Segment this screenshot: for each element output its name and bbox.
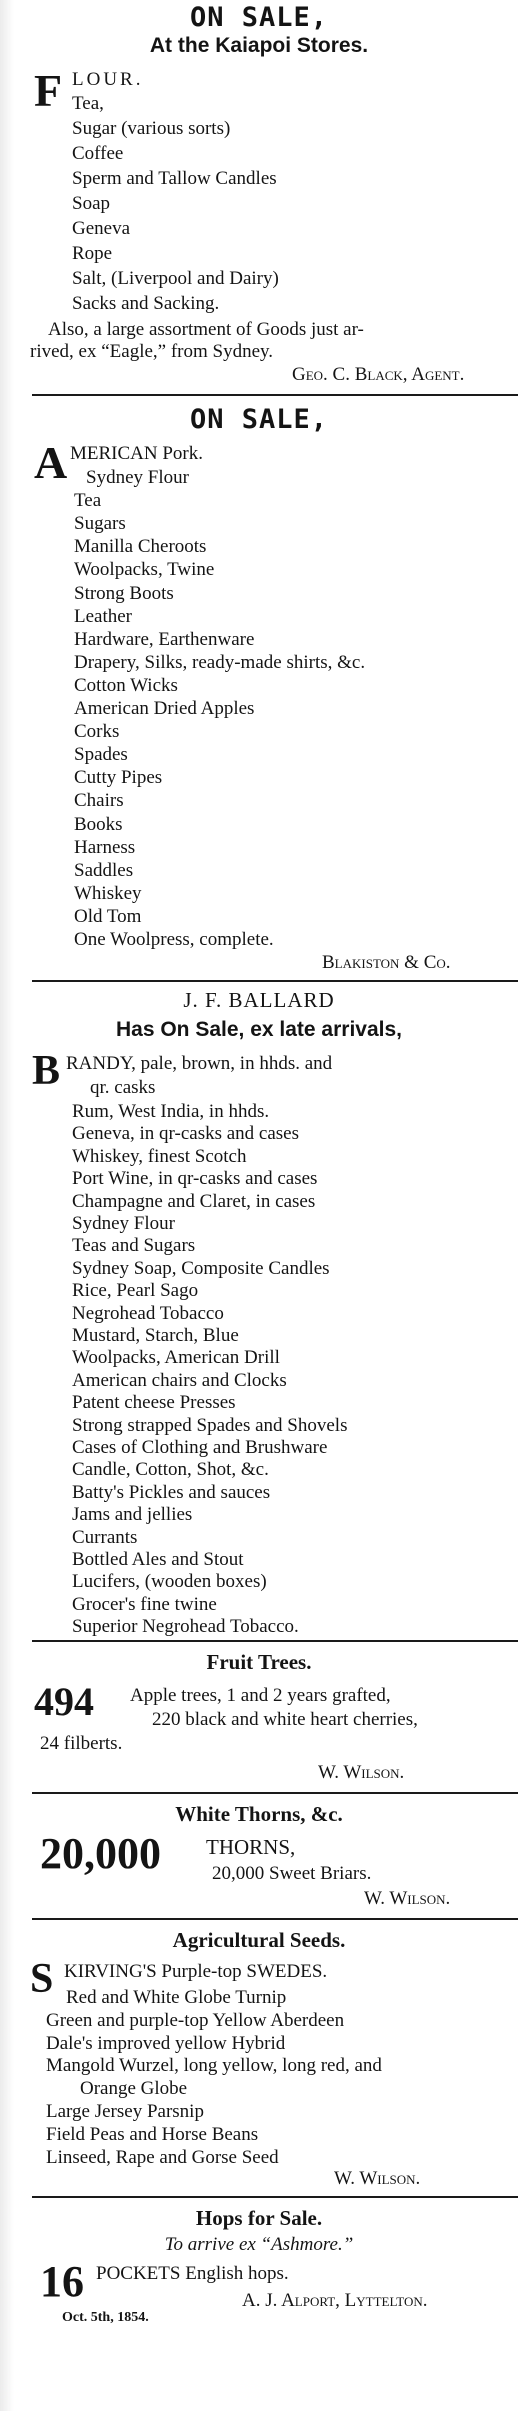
list-item: Sydney Soap, Composite Candles	[72, 1257, 330, 1279]
list-item: Spades	[74, 744, 128, 766]
list-item: Mangold Wurzel, long yellow, long red, and	[46, 2055, 382, 2077]
list-item: Cotton Wicks	[74, 674, 178, 696]
ad7-heading: Hops for Sale.	[195, 2206, 323, 2230]
ad6-dropcap: S	[30, 1956, 54, 2002]
list-item: Strong Boots	[74, 582, 174, 604]
ad5-heading: White Thorns, &c.	[175, 1802, 343, 1826]
ad4-line1: Apple trees, 1 and 2 years grafted,	[130, 1685, 391, 1706]
ad1-first-line: LOUR.	[72, 69, 144, 90]
list-item: Large Jersey Parsnip	[46, 2101, 204, 2122]
list-item: Jams and jellies	[72, 1504, 193, 1526]
list-item: Books	[74, 813, 123, 835]
list-item: Sugars	[74, 513, 126, 535]
list-item: Rope	[72, 243, 113, 264]
list-item: Soap	[72, 193, 110, 214]
ad5-number: 20,000	[40, 1829, 161, 1878]
list-item: Superior Negrohead Tobacco.	[72, 1616, 299, 1638]
ad4-number: 494	[34, 1679, 94, 1724]
ad6-first-line: KIRVING'S Purple-top SWEDES.	[64, 1961, 328, 1982]
list-item: Lucifers, (wooden boxes)	[72, 1571, 267, 1593]
divider-rule	[32, 1918, 518, 1920]
ad4-heading: Fruit Trees.	[206, 1650, 312, 1674]
list-item: Mustard, Starch, Blue	[72, 1325, 239, 1346]
ad5-line1: THORNS,	[206, 1835, 296, 1859]
list-item: American chairs and Clocks	[72, 1369, 287, 1391]
list-item: Linseed, Rape and Gorse Seed	[46, 2146, 279, 2168]
list-item: Patent cheese Presses	[72, 1392, 236, 1414]
list-item: Teas and Sugars	[72, 1235, 196, 1257]
ad7-number: 16	[40, 2257, 84, 2306]
page-edge-shadow	[0, 0, 14, 2411]
divider-rule	[32, 2196, 518, 2198]
list-item: Corks	[74, 721, 120, 743]
ad3-first-line-cont: qr. casks	[90, 1077, 156, 1098]
list-item: Manilla Cheroots	[74, 536, 207, 558]
ad3-first-line: RANDY, pale, brown, in hhds. and	[66, 1053, 333, 1074]
ad6-heading: Agricultural Seeds.	[172, 1928, 346, 1952]
list-item: Geneva	[72, 218, 131, 239]
list-item: Sydney Flour	[86, 467, 189, 488]
list-item: Grocer's fine twine	[72, 1593, 217, 1615]
list-item: Tea,	[72, 93, 104, 114]
list-item: Cutty Pipes	[74, 767, 163, 789]
list-item: Field Peas and Horse Beans	[46, 2123, 259, 2145]
ad1-subheading: At the Kaiapoi Stores.	[149, 34, 369, 57]
divider-rule	[32, 1640, 518, 1642]
ad7-signature: A. J. Alport, Lyttelton.	[242, 2290, 428, 2311]
ad2-signature: Blakiston & Co.	[322, 952, 451, 973]
list-item: Whiskey, finest Scotch	[72, 1145, 247, 1167]
ad7-date: Oct. 5th, 1854.	[62, 2310, 149, 2325]
list-item: Currants	[72, 1526, 138, 1548]
ad4-line2: 220 black and white heart cherries,	[152, 1709, 418, 1730]
list-item: Salt, (Liverpool and Dairy)	[72, 268, 279, 289]
list-item: Champagne and Claret, in cases	[72, 1190, 316, 1212]
list-item: Strong strapped Spades and Shovels	[72, 1414, 348, 1436]
list-item: Batty's Pickles and sauces	[72, 1481, 271, 1503]
divider-rule	[32, 1792, 518, 1794]
divider-rule	[32, 980, 518, 982]
ad7-subheading: To arrive ex “Ashmore.”	[164, 2234, 354, 2255]
ad2-dropcap: A	[34, 437, 68, 488]
list-item: Rum, West India, in hhds.	[72, 1101, 270, 1122]
list-item: Whiskey	[74, 882, 142, 904]
ad6-signature: W. Wilson.	[334, 2168, 421, 2189]
ad3-dropcap: B	[32, 1048, 61, 1094]
list-item: Tea	[74, 490, 102, 512]
list-item: Sacks and Sacking.	[72, 293, 220, 314]
ad5-signature: W. Wilson.	[364, 1888, 451, 1909]
list-item: American Dried Apples	[74, 698, 255, 719]
list-item: Old Tom	[74, 905, 142, 927]
list-item: Coffee	[72, 143, 124, 164]
list-item: Sperm and Tallow Candles	[72, 168, 277, 189]
list-item: Rice, Pearl Sago	[72, 1280, 199, 1302]
list-item: Bottled Ales and Stout	[72, 1549, 244, 1570]
list-item: Leather	[74, 605, 133, 627]
ad1-heading: ON SALE,	[189, 2, 329, 33]
ad1-dropcap: F	[34, 65, 63, 116]
ad3-heading: Has On Sale, ex late arrivals,	[115, 1018, 402, 1041]
list-item: Geneva, in qr-casks and cases	[72, 1123, 299, 1145]
list-item: Candle, Cotton, Shot, &c.	[72, 1459, 269, 1481]
list-item: Woolpacks, Twine	[74, 559, 215, 581]
list-item: Dale's improved yellow Hybrid	[46, 2032, 286, 2054]
ad1-note-line2: rived, ex “Eagle,” from Sydney.	[30, 341, 274, 362]
list-item: Port Wine, in qr-casks and cases	[72, 1168, 318, 1190]
ad4-signature: W. Wilson.	[318, 1762, 405, 1783]
list-item: Saddles	[74, 859, 134, 881]
ad7-line1: POCKETS English hops.	[96, 2263, 289, 2284]
list-item: Drapery, Silks, ready-made shirts, &c.	[74, 651, 366, 673]
list-item: One Woolpress, complete.	[74, 929, 274, 950]
list-item: Negrohead Tobacco	[72, 1302, 224, 1324]
ad1-signature: Geo. C. Black, Agent.	[292, 364, 465, 385]
list-item: Sydney Flour	[72, 1213, 175, 1234]
list-item: Cases of Clothing and Brushware	[72, 1437, 328, 1458]
list-item: Sugar (various sorts)	[72, 118, 231, 139]
list-item: Orange Globe	[80, 2078, 188, 2100]
list-item: Woolpacks, American Drill	[72, 1347, 280, 1369]
ad2-first-line: MERICAN Pork.	[70, 443, 204, 464]
list-item: Red and White Globe Turnip	[66, 1987, 287, 2008]
list-item: Harness	[74, 836, 136, 858]
ad1-note-line1: Also, a large assortment of Goods just ar-	[48, 319, 364, 340]
list-item: Hardware, Earthenware	[74, 628, 255, 650]
ad3-merchant-name: J. F. BALLARD	[183, 988, 335, 1012]
divider-rule	[32, 394, 518, 396]
list-item: Green and purple-top Yellow Aberdeen	[46, 2009, 345, 2031]
ad4-line3: 24 filberts.	[40, 1733, 123, 1754]
ad2-heading: ON SALE,	[189, 404, 329, 435]
ad5-line2: 20,000 Sweet Briars.	[212, 1863, 372, 1884]
list-item: Chairs	[74, 790, 124, 812]
